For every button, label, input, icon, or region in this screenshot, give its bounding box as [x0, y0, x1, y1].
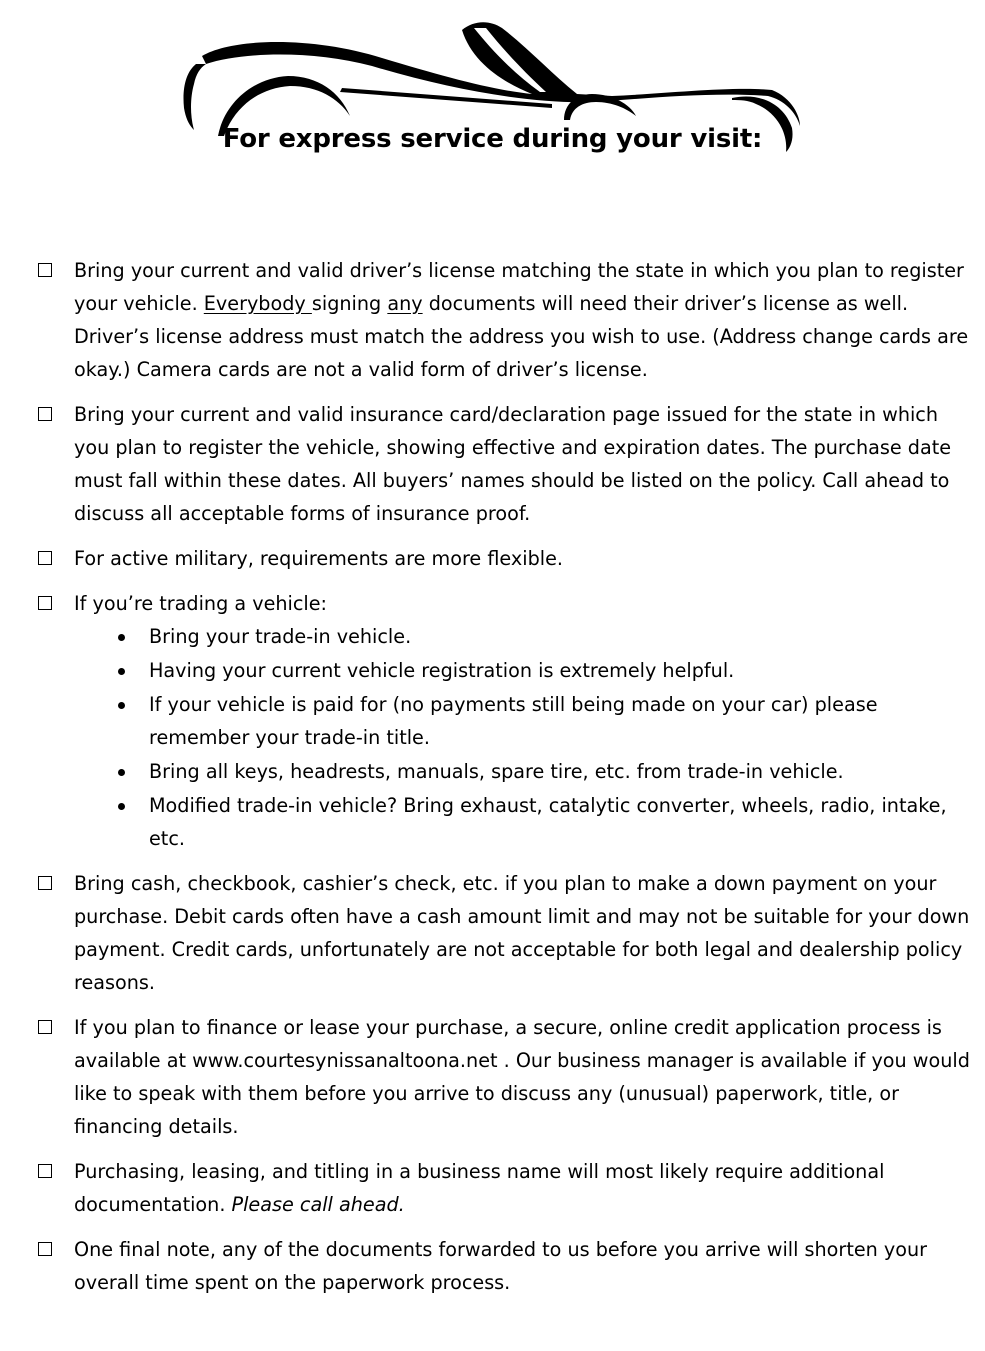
checklist-item-license [38, 254, 978, 386]
checklist-item-final-note [38, 1233, 978, 1299]
item-text: If you plan to finance or lease your purchase, a secure, online credit application process is available at www.courtesynissanaltoona.net . Our business manager is available if you would like to speak with them before you arrive to discuss any (unusual) paperwork, title, or financing details. [74, 1016, 970, 1138]
checklist-item-trade-in [38, 587, 978, 855]
checkbox[interactable] [38, 263, 52, 277]
checklist-item-finance [38, 1011, 978, 1143]
checklist [38, 254, 978, 1311]
item-text: Bring your current and valid driver’s license matching the state in which you plan to register your vehicle. Everybody signing any documents will need their driver’s license as well. Driver’s license address must match the address you wish to use. (Address change cards are okay.) Camera cards are not a valid form of driver’s license. [74, 259, 969, 381]
checkbox[interactable] [38, 551, 52, 565]
item-text: Purchasing, leasing, and titling in a business name will most likely require additional documentation. Please call ahead. [74, 1160, 885, 1216]
page-title: For express service during your visit: [222, 124, 763, 154]
bullet-icon [118, 803, 125, 810]
checklist-item-payment [38, 867, 978, 999]
checkbox[interactable] [38, 596, 52, 610]
checkbox[interactable] [38, 1020, 52, 1034]
bullet-icon [118, 702, 125, 709]
checklist-item-military [38, 542, 978, 575]
item-text: For active military, requirements are more flexible. [74, 547, 563, 570]
checkbox[interactable] [38, 407, 52, 421]
list-item: If your vehicle is paid for (no payments still being made on your car) please remember your trade-in title. [74, 688, 978, 754]
trade-in-sublist [74, 620, 978, 855]
bullet-icon [118, 668, 125, 675]
checklist-item-business [38, 1155, 978, 1221]
list-item: Bring your trade-in vehicle. [74, 620, 978, 653]
list-item: Having your current vehicle registration is extremely helpful. [74, 654, 978, 687]
item-text: Bring cash, checkbook, cashier’s check, etc. if you plan to make a down payment on your purchase. Debit cards often have a cash amount limit and may not be suitable for your down payment. Credit cards, unfortunately are not acceptable for both legal and dealership policy reasons. [74, 872, 970, 994]
checklist-item-insurance [38, 398, 978, 530]
item-text: Bring your current and valid insurance card/declaration page issued for the state in which you plan to register the vehicle, showing effective and expiration dates. The purchase date must fall within these dates. All buyers’ names should be listed on the policy. Call ahead to discuss all acceptable forms of insurance proof. [74, 403, 952, 525]
list-item: Bring all keys, headrests, manuals, spare tire, etc. from trade-in vehicle. [74, 755, 978, 788]
item-text: If you’re trading a vehicle: [74, 592, 328, 615]
checkbox[interactable] [38, 1242, 52, 1256]
bullet-icon [118, 634, 125, 641]
checkbox[interactable] [38, 876, 52, 890]
checkbox[interactable] [38, 1164, 52, 1178]
item-text: One final note, any of the documents forwarded to us before you arrive will shorten your overall time spent on the paperwork process. [74, 1238, 928, 1294]
bullet-icon [118, 769, 125, 776]
list-item: Modified trade-in vehicle? Bring exhaust, catalytic converter, wheels, radio, intake, etc. [74, 789, 978, 855]
